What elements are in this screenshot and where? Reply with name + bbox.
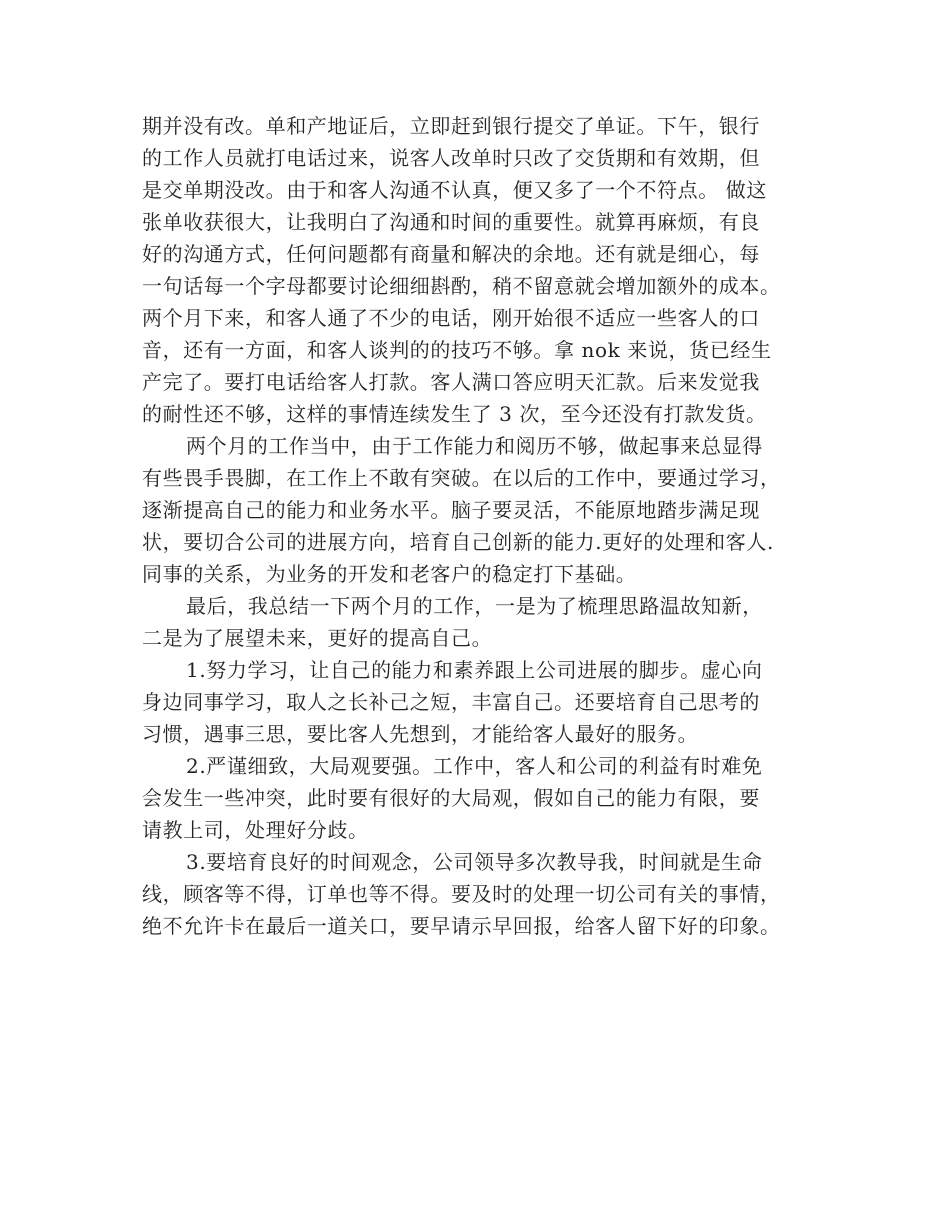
text-line: 习惯，遇事三思，要比客人先想到，才能给客人最好的服务。 [142, 722, 699, 746]
text-line: 期并没有改。单和产地证后，立即赶到银行提交了单证。下午，银行 [142, 114, 760, 138]
numbered-item-line: 3.要培育良好的时间观念，公司领导多次教导我，时间就是生命 [186, 850, 763, 874]
text-line: 线，顾客等不得，订单也等不得。要及时的处理一切公司有关的事情， [142, 882, 781, 906]
text-line: 身边同事学习，取人之长补己之短，丰富自己。还要培育自己思考的 [142, 690, 760, 714]
text-line: 有些畏手畏脚，在工作上不敢有突破。在以后的工作中，要通过学习， [142, 466, 781, 490]
text-line: 张单收获很大，让我明白了沟通和时间的重要性。就算再麻烦，有良 [142, 210, 760, 234]
numbered-item-line: 2.严谨细致，大局观要强。工作中，客人和公司的利益有时难免 [186, 754, 763, 778]
text-line: 的工作人员就打电话过来，说客人改单时只改了交货期和有效期，但 [142, 146, 760, 170]
text-line: 两个月下来，和客人通了不少的电话，刚开始很不适应一些客人的口 [142, 306, 760, 330]
text-line: 好的沟通方式，任何问题都有商量和解决的余地。还有就是细心，每 [142, 242, 760, 266]
text-line: 同事的关系，为业务的开发和老客户的稳定打下基础。 [142, 562, 637, 586]
numbered-item-line: 1.努力学习，让自己的能力和素养跟上公司进展的脚步。虚心向 [186, 658, 763, 682]
text-line: 是交单期没改。由于和客人沟通不认真，便又多了一个不符点。 做这 [142, 178, 767, 202]
document-body [142, 110, 810, 942]
paragraph-start-line: 两个月的工作当中，由于工作能力和阅历不够，做起事来总显得 [186, 434, 763, 458]
text-line: 绝不允许卡在最后一道关口，要早请示早回报，给客人留下好的印象。 [142, 914, 781, 938]
paragraph-start-line: 最后，我总结一下两个月的工作，一是为了梳理思路温故知新， [186, 594, 763, 618]
text-line: 的耐性还不够，这样的事情连续发生了 3 次，至今还没有打款发货。 [142, 402, 767, 426]
text-line: 音，还有一方面，和客人谈判的的技巧不够。拿 nok 来说，货已经生 [142, 338, 772, 362]
text-line: 产完了。要打电话给客人打款。客人满口答应明天汇款。后来发觉我 [142, 370, 760, 394]
text-line: 二是为了展望未来，更好的提高自己。 [142, 626, 493, 650]
text-line: 会发生一些冲突，此时要有很好的大局观，假如自己的能力有限，要 [142, 786, 760, 810]
text-line: 逐渐提高自己的能力和业务水平。脑子要灵活，不能原地踏步满足现 [142, 498, 760, 522]
text-line: 请教上司，处理好分歧。 [142, 818, 369, 842]
text-line: 状，要切合公司的进展方向，培育自己创新的能力.更好的处理和客人. [142, 530, 774, 554]
text-line: 一句话每一个字母都要讨论细细斟酌，稍不留意就会增加额外的成本。 [142, 274, 781, 298]
